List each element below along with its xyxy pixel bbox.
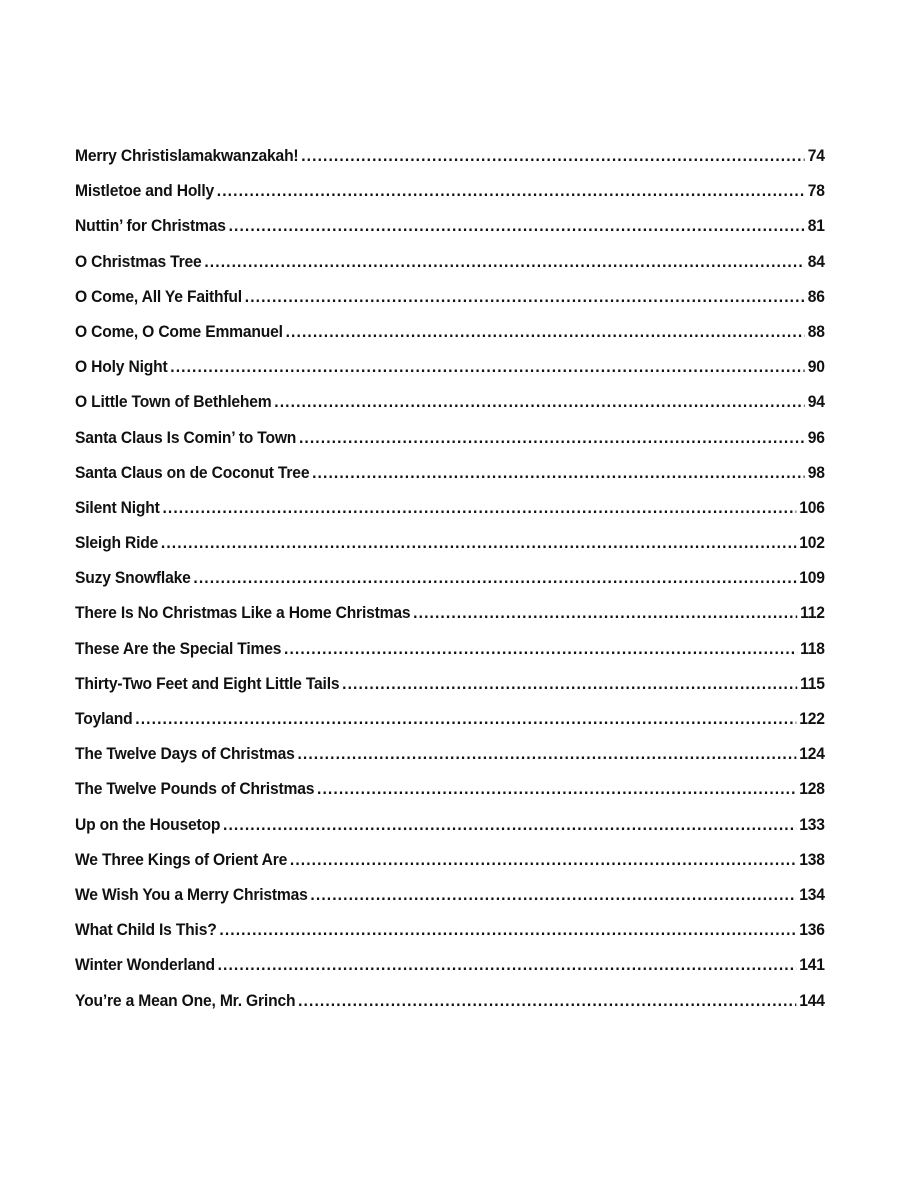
toc-entry-page: 84	[807, 251, 825, 271]
toc-entry-title: O Come, O Come Emmanuel	[75, 321, 283, 341]
toc-entry	[75, 252, 825, 287]
toc-entry-title: Suzy Snowflake	[75, 568, 191, 588]
dot-leader	[297, 744, 796, 764]
toc-entry-page: 90	[807, 357, 825, 377]
toc-entry	[75, 392, 825, 427]
toc-entry-title: We Wish You a Merry Christmas	[75, 884, 308, 904]
dot-leader	[299, 428, 805, 448]
dot-leader	[298, 991, 796, 1011]
toc-entry-title: We Three Kings of Orient Are	[75, 849, 288, 869]
toc-entry-title: Silent Night	[75, 497, 160, 517]
dot-leader	[204, 252, 805, 272]
toc-entry-page: 144	[799, 990, 825, 1010]
dot-leader	[301, 146, 805, 166]
toc-entry-page: 141	[799, 955, 825, 975]
toc-entry	[75, 639, 825, 674]
toc-entry-page: 106	[799, 497, 825, 517]
toc-entry-page: 112	[800, 603, 825, 623]
toc-entry	[75, 322, 825, 357]
toc-entry	[75, 815, 825, 850]
toc-entry-page: 78	[807, 181, 825, 201]
toc-entry	[75, 885, 825, 920]
toc-entry-title: Winter Wonderland	[75, 955, 215, 975]
dot-leader	[193, 568, 796, 588]
dot-leader	[310, 885, 796, 905]
toc-entry-title: Santa Claus on de Coconut Tree	[75, 462, 310, 482]
dot-leader	[274, 392, 805, 412]
toc-entry	[75, 287, 825, 322]
toc-entry-title: You’re a Mean One, Mr. Grinch	[75, 990, 296, 1010]
dot-leader	[284, 639, 797, 659]
toc-entry-title: Merry Christislamakwanzakah!	[75, 146, 299, 165]
toc-entry-page: 102	[799, 533, 825, 553]
toc-entry	[75, 709, 825, 744]
dot-leader	[290, 850, 797, 870]
toc-entry	[75, 568, 825, 603]
toc-entry	[75, 603, 825, 638]
toc-entry-title: What Child Is This?	[75, 920, 217, 940]
toc-entry-title: Thirty-Two Feet and Eight Little Tails	[75, 673, 340, 693]
toc-entry-page: 138	[799, 849, 825, 869]
toc-entry-title: Mistletoe and Holly	[75, 181, 215, 201]
dot-leader	[217, 181, 805, 201]
toc-entry-page: 88	[807, 321, 825, 341]
toc-entry-title: Toyland	[75, 709, 133, 728]
dot-leader	[245, 287, 805, 307]
toc-entry-page: 128	[799, 779, 825, 799]
toc-entry-page: 81	[807, 216, 825, 236]
dot-leader	[312, 463, 805, 483]
toc-entry-page: 122	[799, 709, 825, 728]
toc-entry-page: 109	[799, 568, 825, 588]
toc-entry-page: 115	[800, 673, 825, 693]
dot-leader	[219, 920, 796, 940]
dot-leader	[162, 498, 796, 518]
toc-entry-page: 133	[799, 814, 825, 834]
toc-entry	[75, 181, 825, 216]
toc-entry-page: 124	[799, 744, 825, 764]
dot-leader	[342, 674, 797, 694]
toc-entry-page: 74	[807, 146, 825, 165]
toc-entry	[75, 533, 825, 568]
toc-entry	[75, 779, 825, 814]
dot-leader	[413, 603, 797, 623]
toc-entry-title: O Little Town of Bethlehem	[75, 392, 272, 412]
dot-leader	[218, 955, 797, 975]
toc-entry	[75, 850, 825, 885]
toc-entry-title: There Is No Christmas Like a Home Christmas	[75, 603, 411, 623]
toc-entry-page: 98	[807, 462, 825, 482]
toc-entry-page: 94	[807, 392, 825, 412]
dot-leader	[170, 357, 805, 377]
toc-entry	[75, 146, 825, 181]
toc-entry	[75, 991, 825, 1026]
toc-entry-title: O Come, All Ye Faithful	[75, 286, 242, 306]
toc-entry-title: Nuttin’ for Christmas	[75, 216, 226, 236]
toc-entry-title: Santa Claus Is Comin’ to Town	[75, 427, 297, 447]
toc-entry-page: 136	[799, 920, 825, 940]
toc-entry	[75, 674, 825, 709]
toc-entry	[75, 955, 825, 990]
toc-entry	[75, 216, 825, 251]
toc-entry-title: O Holy Night	[75, 357, 168, 377]
toc-entry-title: These Are the Special Times	[75, 638, 282, 658]
dot-leader	[286, 322, 805, 342]
toc-entry-page: 118	[800, 638, 825, 658]
toc-entry	[75, 357, 825, 392]
dot-leader	[135, 709, 796, 729]
toc-entry-title: Up on the Housetop	[75, 814, 221, 834]
toc-entry	[75, 920, 825, 955]
dot-leader	[223, 815, 796, 835]
toc-entry	[75, 498, 825, 533]
toc-entry-title: Sleigh Ride	[75, 533, 159, 553]
toc-entry-title: O Christmas Tree	[75, 251, 202, 271]
toc-entry	[75, 744, 825, 779]
dot-leader	[229, 216, 805, 236]
toc-entry-page: 86	[807, 286, 825, 306]
dot-leader	[317, 779, 796, 799]
table-of-contents	[75, 146, 825, 1026]
toc-entry-title: The Twelve Days of Christmas	[75, 744, 295, 764]
toc-entry-page: 134	[799, 884, 825, 904]
dot-leader	[161, 533, 797, 553]
toc-entry	[75, 428, 825, 463]
toc-entry	[75, 463, 825, 498]
toc-entry-title: The Twelve Pounds of Christmas	[75, 779, 315, 799]
toc-entry-page: 96	[807, 427, 825, 447]
